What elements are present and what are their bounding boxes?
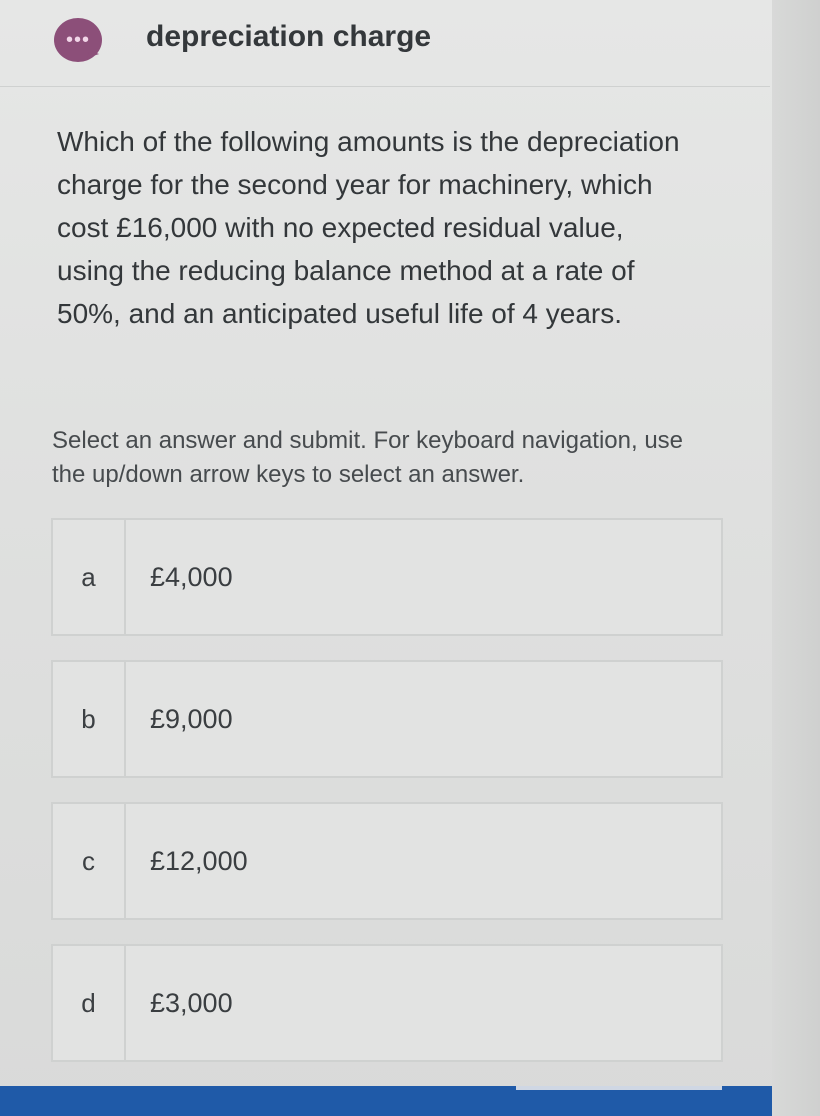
question-text: Which of the following amounts is the depreciation charge for the second year for machinery, which cost £16,000 with no expected residual value, using the reducing balance method at a rate of 50%, and an anticipated useful life of 4 years. xyxy=(57,126,680,329)
ellipsis-chat-icon[interactable]: ••• xyxy=(54,18,102,62)
instructions-text: Select an answer and submit. For keyboard navigation, use the up/down arrow keys to select an answer. xyxy=(52,427,684,488)
answer-option-c[interactable] xyxy=(51,802,723,920)
answer-option-a[interactable] xyxy=(51,518,723,636)
option-value: £4,000 xyxy=(150,561,233,592)
chat-header xyxy=(0,0,820,85)
option-value: £12,000 xyxy=(150,845,248,876)
option-value: £9,000 xyxy=(150,703,233,734)
option-letter: a xyxy=(53,520,126,634)
option-letter: c xyxy=(53,804,126,918)
chat-title: depreciation charge xyxy=(146,20,432,53)
answer-option-b[interactable] xyxy=(51,660,723,778)
option-letter: d xyxy=(53,946,126,1060)
option-letter: b xyxy=(53,662,126,776)
answer-option-d[interactable] xyxy=(51,944,723,1062)
submit-button[interactable] xyxy=(516,1086,722,1090)
header-divider xyxy=(0,86,770,87)
page-edge xyxy=(772,0,820,1116)
submit-bar[interactable] xyxy=(0,1086,772,1116)
option-value: £3,000 xyxy=(150,987,233,1018)
